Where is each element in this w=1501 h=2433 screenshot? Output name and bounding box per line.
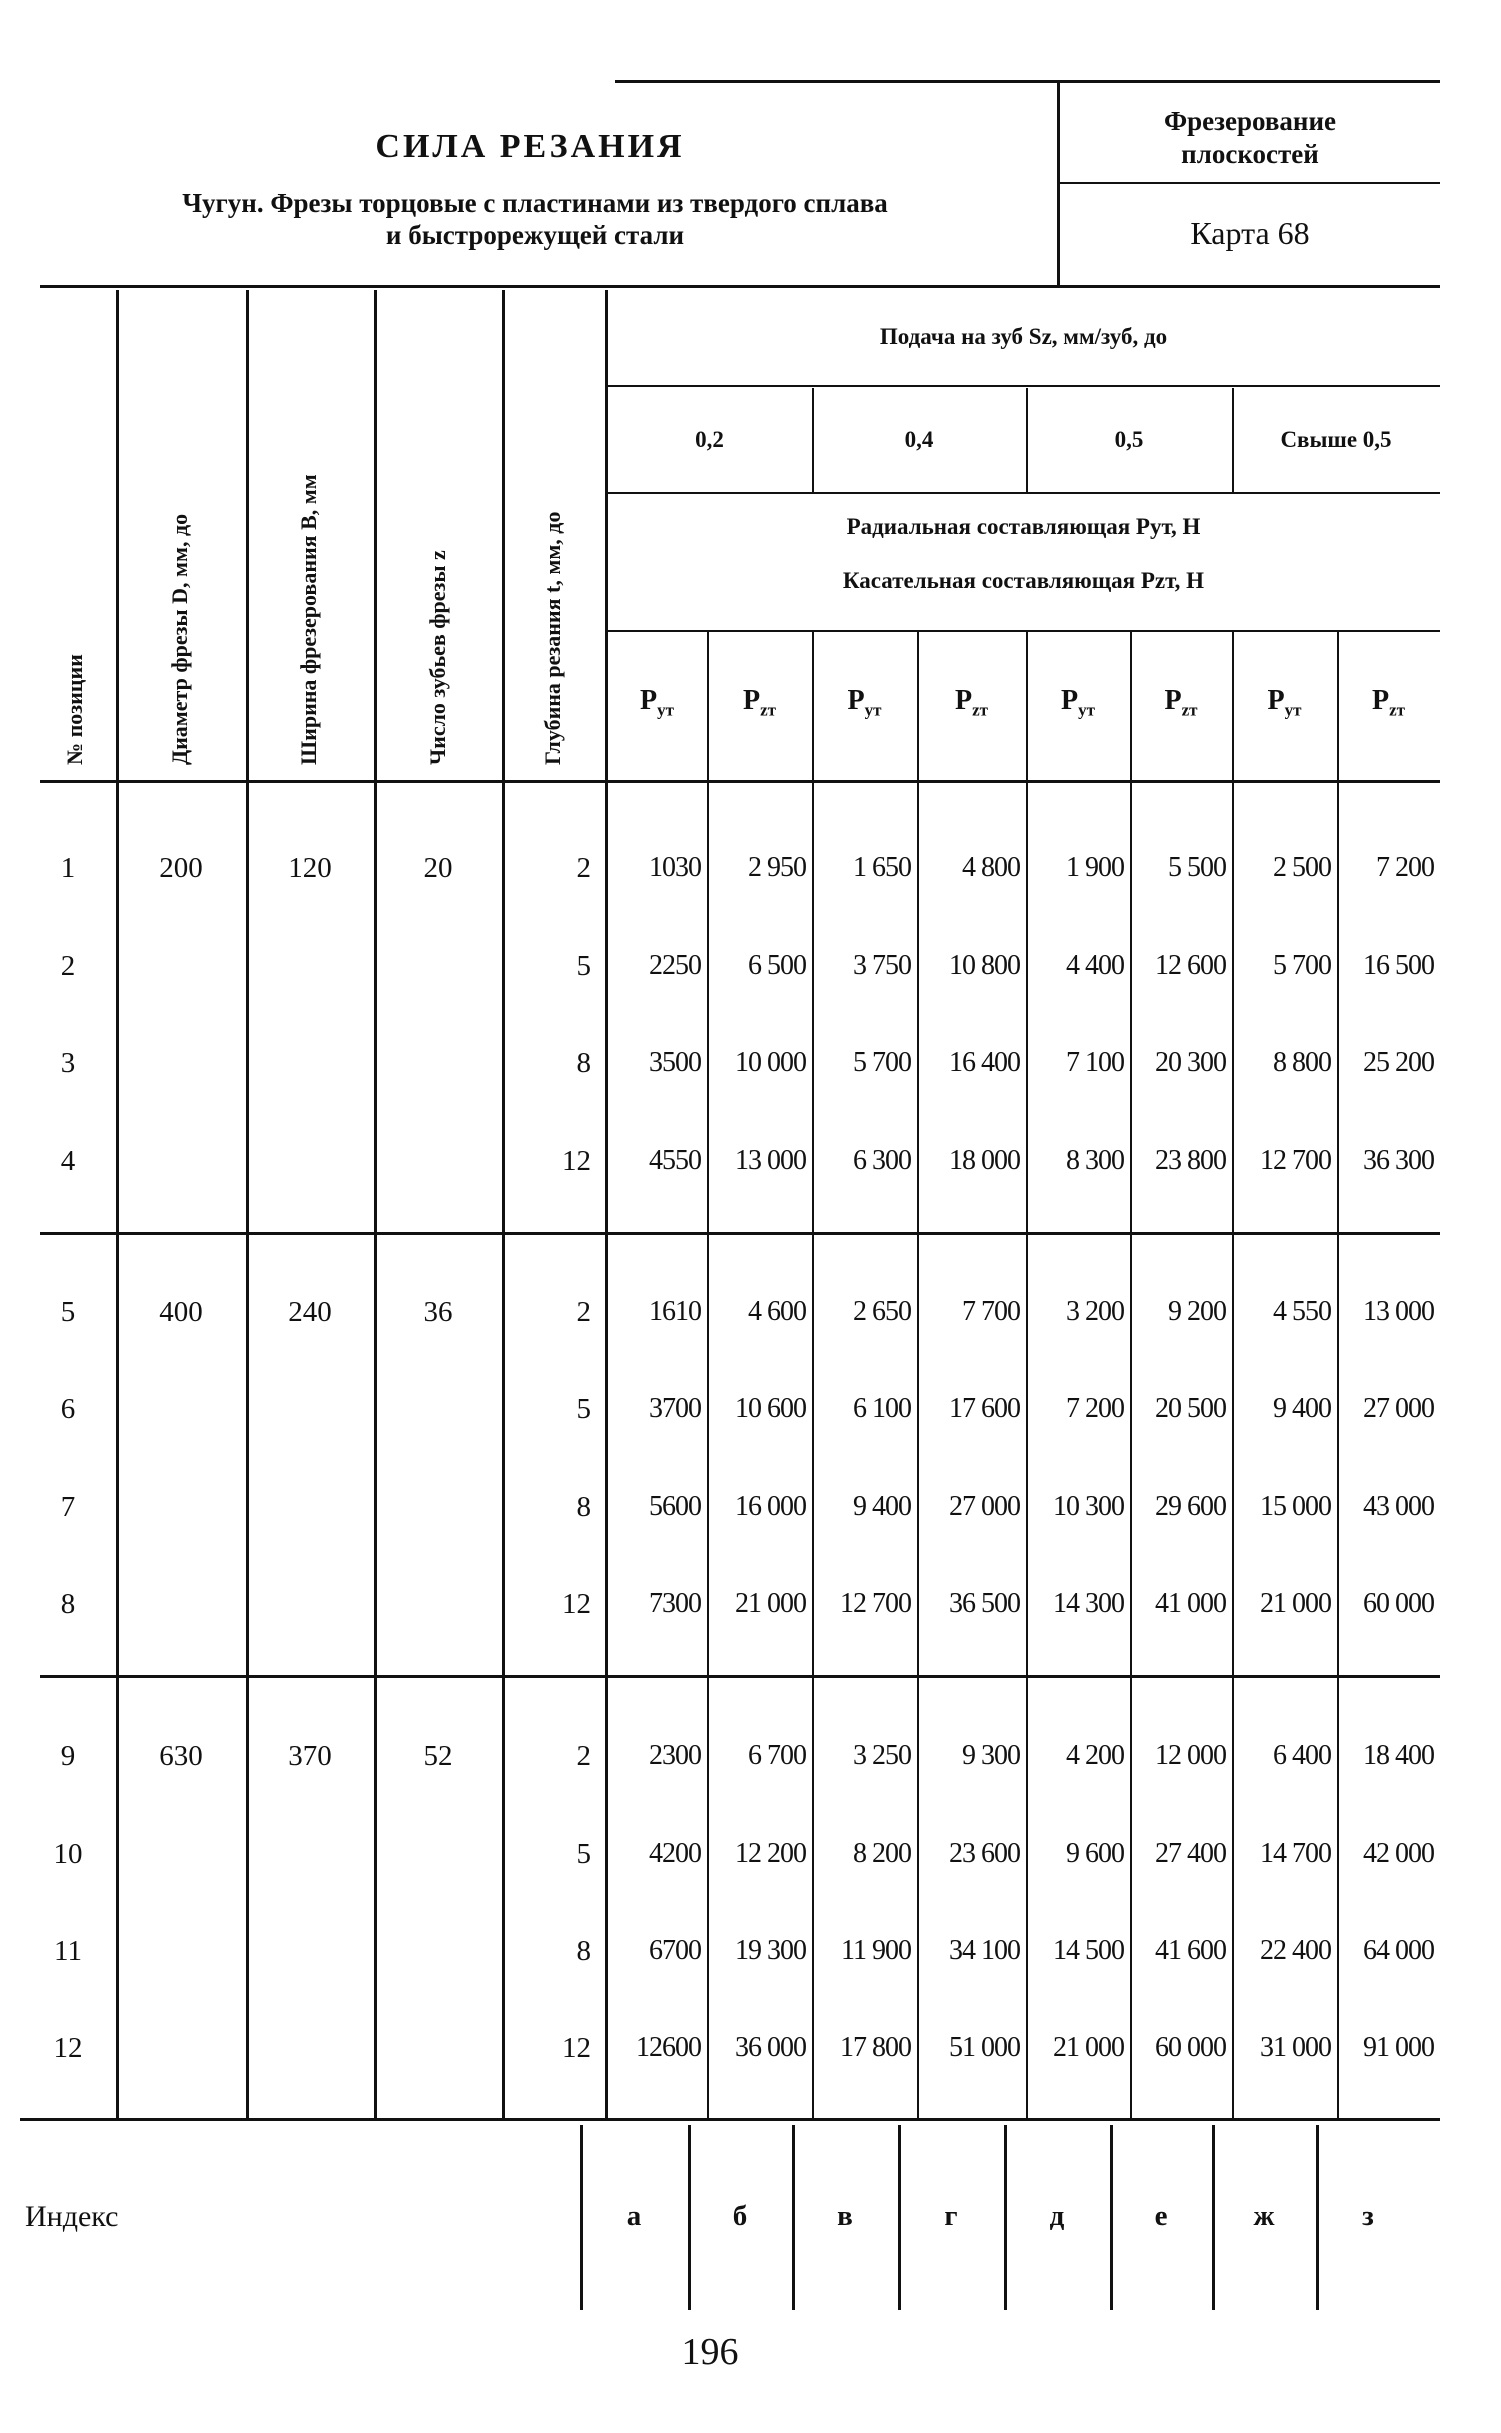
depth-cell: 12 bbox=[562, 2032, 591, 2064]
feed-header: Подача на зуб Sz, мм/зуб, до bbox=[879, 324, 1168, 349]
page-number: 196 bbox=[681, 2331, 739, 2373]
width-cell: 120 bbox=[288, 852, 332, 884]
symbol-tangential-1: $P_{zт}$ bbox=[742, 685, 776, 720]
value-cell: 16 400 bbox=[949, 1047, 1020, 1078]
value-cell: 8 800 bbox=[1273, 1047, 1331, 1078]
value-cell: 18 400 bbox=[1363, 1740, 1434, 1771]
value-cell: 14 300 bbox=[1053, 1588, 1124, 1619]
depth-cell: 5 bbox=[576, 1393, 591, 1425]
teeth-cell: 52 bbox=[423, 1740, 453, 1772]
position-cell: 2 bbox=[60, 950, 76, 982]
index-letter: з bbox=[1362, 2200, 1374, 2232]
page-subtitle-line1: Чугун. Фрезы торцовые с пластинами из твердого сплава bbox=[182, 188, 888, 218]
value-cell: 9 200 bbox=[1168, 1296, 1226, 1327]
depth-cell: 5 bbox=[576, 950, 591, 982]
value-cell: 10 000 bbox=[735, 1047, 806, 1078]
depth-cell: 5 bbox=[576, 1838, 591, 1870]
value-cell: 13 000 bbox=[735, 1145, 806, 1176]
value-cell: 43 000 bbox=[1363, 1491, 1434, 1522]
depth-cell: 2 bbox=[576, 1296, 591, 1328]
value-cell: 60 000 bbox=[1363, 1588, 1434, 1619]
symbol-radial-2: $P_{yт}$ bbox=[847, 685, 882, 720]
column-header-diameter: Диаметр фрезы D, мм, до bbox=[167, 513, 192, 765]
value-cell: 27 000 bbox=[1363, 1393, 1434, 1424]
position-cell: 12 bbox=[53, 2032, 83, 2064]
value-cell: 1030 bbox=[649, 852, 701, 883]
value-cell: 10 300 bbox=[1053, 1491, 1124, 1522]
value-cell: 20 500 bbox=[1155, 1393, 1226, 1424]
value-cell: 6 300 bbox=[853, 1145, 911, 1176]
value-cell: 9 300 bbox=[962, 1740, 1020, 1771]
index-letter: ж bbox=[1253, 2200, 1275, 2232]
value-cell: 27 000 bbox=[949, 1491, 1020, 1522]
value-cell: 17 600 bbox=[949, 1393, 1020, 1424]
value-cell: 42 000 bbox=[1363, 1838, 1434, 1869]
value-cell: 4550 bbox=[649, 1145, 701, 1176]
position-cell: 11 bbox=[54, 1935, 82, 1967]
value-cell: 3 750 bbox=[853, 950, 911, 981]
value-cell: 14 500 bbox=[1053, 1935, 1124, 1966]
value-cell: 8 300 bbox=[1066, 1145, 1124, 1176]
width-cell: 240 bbox=[288, 1296, 332, 1328]
value-cell: 1 650 bbox=[853, 852, 911, 883]
index-letter: г bbox=[944, 2200, 958, 2232]
value-cell: 13 000 bbox=[1363, 1296, 1434, 1327]
value-cell: 3 250 bbox=[853, 1740, 911, 1771]
value-cell: 3500 bbox=[649, 1047, 701, 1078]
position-cell: 4 bbox=[60, 1145, 76, 1177]
value-cell: 12 700 bbox=[1260, 1145, 1331, 1176]
value-cell: 1 900 bbox=[1066, 852, 1124, 883]
index-letter: е bbox=[1154, 2200, 1168, 2232]
value-cell: 9 400 bbox=[1273, 1393, 1331, 1424]
index-letter: д bbox=[1049, 2200, 1065, 2232]
index-letter: б bbox=[732, 2200, 748, 2232]
position-cell: 3 bbox=[60, 1047, 76, 1079]
column-header-position: № позиции bbox=[62, 654, 87, 765]
value-cell: 5 700 bbox=[853, 1047, 911, 1078]
value-cell: 4 800 bbox=[962, 852, 1020, 883]
value-cell: 4 600 bbox=[748, 1296, 806, 1327]
position-cell: 5 bbox=[60, 1296, 76, 1328]
width-cell: 370 bbox=[288, 1740, 332, 1772]
value-cell: 7 100 bbox=[1066, 1047, 1124, 1078]
value-cell: 4 400 bbox=[1066, 950, 1124, 981]
value-cell: 3700 bbox=[649, 1393, 701, 1424]
value-cell: 9 400 bbox=[853, 1491, 911, 1522]
value-cell: 21 000 bbox=[735, 1588, 806, 1619]
value-cell: 36 300 bbox=[1363, 1145, 1434, 1176]
value-cell: 64 000 bbox=[1363, 1935, 1434, 1966]
diameter-cell: 630 bbox=[159, 1740, 203, 1772]
position-cell: 10 bbox=[53, 1838, 83, 1870]
value-cell: 5600 bbox=[649, 1491, 701, 1522]
value-cell: 6 400 bbox=[1273, 1740, 1331, 1771]
value-cell: 4 200 bbox=[1066, 1740, 1124, 1771]
value-cell: 7 200 bbox=[1376, 852, 1434, 883]
index-letter: а bbox=[626, 2200, 642, 2232]
value-cell: 2250 bbox=[649, 950, 701, 981]
depth-cell: 2 bbox=[576, 852, 591, 884]
value-cell: 7 700 bbox=[962, 1296, 1020, 1327]
teeth-cell: 20 bbox=[423, 852, 453, 884]
position-cell: 6 bbox=[60, 1393, 76, 1425]
value-cell: 10 600 bbox=[735, 1393, 806, 1424]
value-cell: 16 000 bbox=[735, 1491, 806, 1522]
index-letter: в bbox=[837, 2200, 853, 2232]
position-cell: 8 bbox=[60, 1588, 76, 1620]
value-cell: 9 600 bbox=[1066, 1838, 1124, 1869]
index-label: Индекс bbox=[25, 2200, 119, 2233]
value-cell: 23 600 bbox=[949, 1838, 1020, 1869]
value-cell: 15 000 bbox=[1260, 1491, 1331, 1522]
page-title: СИЛА РЕЗАНИЯ bbox=[375, 128, 685, 165]
depth-cell: 8 bbox=[576, 1047, 591, 1079]
value-cell: 17 800 bbox=[840, 2032, 911, 2063]
value-cell: 18 000 bbox=[949, 1145, 1020, 1176]
tangential-component-header: Касательная составляющая Pzт, Н bbox=[842, 568, 1205, 593]
value-cell: 6 700 bbox=[748, 1740, 806, 1771]
card-number: Карта 68 bbox=[1190, 215, 1310, 251]
value-cell: 41 000 bbox=[1155, 1588, 1226, 1619]
value-cell: 6700 bbox=[649, 1935, 701, 1966]
value-cell: 7 200 bbox=[1066, 1393, 1124, 1424]
depth-cell: 12 bbox=[562, 1145, 591, 1177]
value-cell: 16 500 bbox=[1363, 950, 1434, 981]
column-header-teeth: Число зубьев фрезы z bbox=[425, 550, 450, 765]
value-cell: 1610 bbox=[649, 1296, 701, 1327]
value-cell: 5 500 bbox=[1168, 852, 1226, 883]
value-cell: 29 600 bbox=[1155, 1491, 1226, 1522]
position-cell: 1 bbox=[60, 852, 76, 884]
symbol-tangential-7: $P_{zт}$ bbox=[1371, 685, 1405, 720]
value-cell: 22 400 bbox=[1260, 1935, 1331, 1966]
value-cell: 36 500 bbox=[949, 1588, 1020, 1619]
depth-cell: 12 bbox=[562, 1588, 591, 1620]
value-cell: 6 500 bbox=[748, 950, 806, 981]
value-cell: 34 100 bbox=[949, 1935, 1020, 1966]
symbol-radial-0: $P_{yт}$ bbox=[640, 685, 674, 720]
value-cell: 36 000 bbox=[735, 2032, 806, 2063]
feed-group-3: Свыше 0,5 bbox=[1280, 427, 1392, 452]
operation-line1: Фрезерование bbox=[1163, 106, 1337, 136]
depth-cell: 2 bbox=[576, 1740, 591, 1772]
diameter-cell: 400 bbox=[159, 1296, 203, 1328]
symbol-tangential-5: $P_{zт}$ bbox=[1164, 685, 1198, 720]
position-cell: 9 bbox=[60, 1740, 76, 1772]
value-cell: 60 000 bbox=[1155, 2032, 1226, 2063]
value-cell: 41 600 bbox=[1155, 1935, 1226, 1966]
value-cell: 7300 bbox=[649, 1588, 701, 1619]
value-cell: 11 900 bbox=[841, 1935, 911, 1966]
value-cell: 12 200 bbox=[735, 1838, 806, 1869]
value-cell: 20 300 bbox=[1155, 1047, 1226, 1078]
symbol-radial-6: $P_{yт}$ bbox=[1267, 685, 1302, 720]
value-cell: 6 100 bbox=[853, 1393, 911, 1424]
value-cell: 2 650 bbox=[853, 1296, 911, 1327]
position-cell: 7 bbox=[60, 1491, 76, 1523]
value-cell: 21 000 bbox=[1053, 2032, 1124, 2063]
value-cell: 4 550 bbox=[1273, 1296, 1331, 1327]
feed-group-0: 0,2 bbox=[695, 427, 724, 452]
value-cell: 25 200 bbox=[1363, 1047, 1434, 1078]
depth-cell: 8 bbox=[576, 1935, 591, 1967]
column-header-depth: Глубина резания t, мм, до bbox=[540, 511, 565, 765]
operation-line2: плоскостей bbox=[1181, 139, 1319, 169]
value-cell: 12 600 bbox=[1155, 950, 1226, 981]
value-cell: 19 300 bbox=[735, 1935, 806, 1966]
value-cell: 12 000 bbox=[1155, 1740, 1226, 1771]
value-cell: 2300 bbox=[649, 1740, 701, 1771]
value-cell: 23 800 bbox=[1155, 1145, 1226, 1176]
symbol-radial-4: $P_{yт}$ bbox=[1061, 685, 1095, 720]
diameter-cell: 200 bbox=[159, 852, 203, 884]
value-cell: 12600 bbox=[636, 2032, 701, 2063]
value-cell: 21 000 bbox=[1260, 1588, 1331, 1619]
feed-group-2: 0,5 bbox=[1114, 427, 1144, 452]
value-cell: 2 500 bbox=[1273, 852, 1331, 883]
value-cell: 91 000 bbox=[1363, 2032, 1434, 2063]
depth-cell: 8 bbox=[576, 1491, 591, 1523]
page-subtitle-line2: и быстрорежущей стали bbox=[385, 220, 685, 250]
radial-component-header: Радиальная составляющая Pyт, Н bbox=[846, 514, 1201, 539]
column-header-width: Ширина фрезерования B, мм bbox=[296, 474, 321, 765]
symbol-tangential-3: $P_{zт}$ bbox=[954, 685, 988, 720]
teeth-cell: 36 bbox=[423, 1296, 453, 1328]
value-cell: 4200 bbox=[649, 1838, 701, 1869]
value-cell: 51 000 bbox=[949, 2032, 1020, 2063]
value-cell: 14 700 bbox=[1260, 1838, 1331, 1869]
value-cell: 5 700 bbox=[1273, 950, 1331, 981]
value-cell: 2 950 bbox=[748, 852, 806, 883]
feed-group-1: 0,4 bbox=[904, 427, 934, 452]
value-cell: 27 400 bbox=[1155, 1838, 1226, 1869]
value-cell: 12 700 bbox=[840, 1588, 911, 1619]
value-cell: 3 200 bbox=[1066, 1296, 1124, 1327]
value-cell: 10 800 bbox=[949, 950, 1020, 981]
value-cell: 31 000 bbox=[1260, 2032, 1331, 2063]
value-cell: 8 200 bbox=[853, 1838, 911, 1869]
